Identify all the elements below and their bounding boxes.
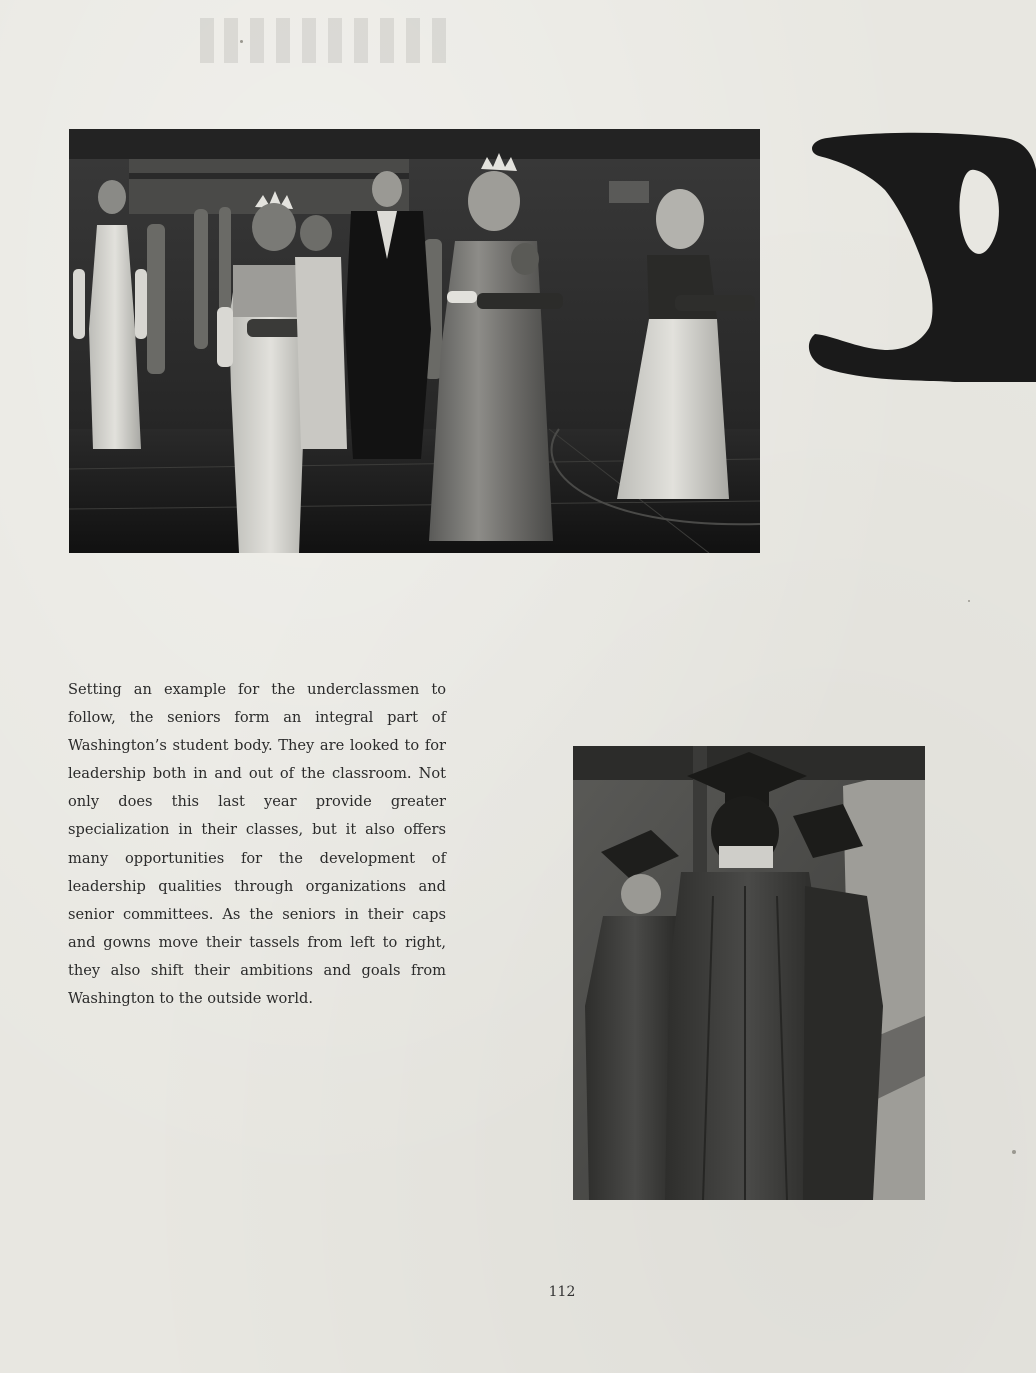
paper-speck	[240, 40, 243, 43]
paper-speck	[968, 600, 970, 602]
bleed-through-lettering	[200, 8, 460, 68]
seniors-description-paragraph: Setting an example for the underclassmen to follow, the seniors form an integral part of Washington’s student body. They are looked to for leadership both in and out of the classroom. Not only does this last year provide greater specialization in their classes, but it also offers many opportunities for the development of leadership qualities through organizations and senior committees. As the seniors in their caps and gowns move their tassels from left to right, they also shift their ambitions and goals from Washington to the outside world.	[68, 681, 446, 1008]
page-number: 112	[548, 1284, 576, 1300]
procession-photo-image	[69, 129, 760, 553]
decorative-numeral-glyph	[805, 130, 1036, 382]
graduates-photo-image	[573, 746, 925, 1200]
paper-speck	[1012, 1150, 1016, 1154]
procession-photo	[69, 129, 760, 553]
graduates-photo	[573, 746, 925, 1200]
